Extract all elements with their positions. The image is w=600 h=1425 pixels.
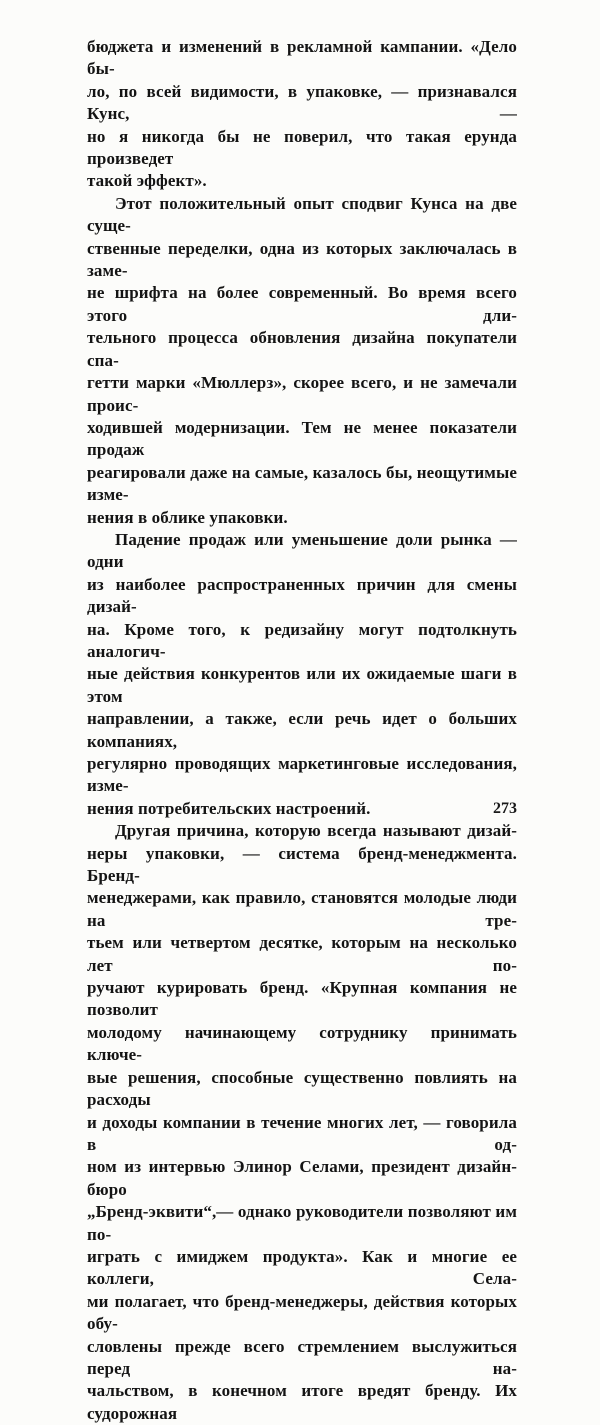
text-line: чальством, в конечном итоге вредят бренду. Их судорожная bbox=[87, 1381, 517, 1423]
text-line: реагировали даже на самые, казалось бы, неощутимые изме- bbox=[87, 462, 517, 505]
text-line: ходившей модернизации. Тем не менее показатели продаж bbox=[87, 417, 517, 460]
text-line: ном из интервью Элинор Селами, президент дизайн-бюро bbox=[87, 1157, 517, 1199]
text-block bbox=[87, 36, 517, 1425]
text-line: вые решения, способные существенно повлиять на расходы bbox=[87, 1067, 517, 1110]
text-line: направлении, а также, если речь идет о больших компаниях, bbox=[87, 709, 517, 751]
text-line: „Бренд-эквити“,— однако руководители позволяют им по- bbox=[87, 1202, 517, 1244]
paragraph bbox=[87, 529, 517, 820]
text-line: Другая причина, которую всегда называют дизай- bbox=[115, 821, 517, 841]
text-line: ло, по всей видимости, в упаковке, — признавался Кунс, — bbox=[87, 81, 517, 124]
text-line: играть с имиджем продукта». Как и многие ее коллеги, Села- bbox=[87, 1246, 517, 1289]
text-line: нения потребительских настроений. bbox=[87, 798, 371, 818]
paragraph bbox=[87, 36, 517, 193]
text-line: и доходы компании в течение многих лет, — говорила в од- bbox=[87, 1112, 517, 1154]
text-line: ручают курировать бренд. «Крупная компания не позволит bbox=[87, 978, 517, 1020]
text-line: менеджерами, как правило, становятся молодые люди на тре- bbox=[87, 888, 517, 930]
text-line: нения в облике упаковки. bbox=[87, 507, 288, 527]
paragraph bbox=[87, 820, 517, 1425]
text-line: регулярно проводящих маркетинговые исследования, изме- bbox=[87, 754, 517, 796]
text-line: такой эффект». bbox=[87, 171, 207, 191]
text-line: ственные переделки, одна из которых заключалась в заме- bbox=[87, 238, 517, 281]
text-line: ные действия конкурентов или их ожидаемые шаги в этом bbox=[87, 664, 517, 706]
page-number: 273 bbox=[493, 800, 517, 817]
text-line: гетти марки «Мюллерз», скорее всего, и не замечали проис- bbox=[87, 373, 517, 415]
text-line: Падение продаж или уменьшение доли рынка — одни bbox=[87, 529, 517, 572]
text-line: бюджета и изменений в рекламной кампании. «Дело бы- bbox=[87, 37, 517, 79]
text-line: ми полагает, что бренд-менеджеры, действия которых обу- bbox=[87, 1291, 517, 1334]
text-line: на. Кроме того, к редизайну могут подтолкнуть аналогич- bbox=[87, 619, 517, 661]
paragraph bbox=[87, 193, 517, 529]
text-line: молодому начинающему сотруднику принимать ключе- bbox=[87, 1022, 517, 1065]
text-line: неры упаковки, — система бренд-менеджмента. Бренд- bbox=[87, 843, 517, 886]
text-line: не шрифта на более современный. Во время всего этого дли- bbox=[87, 283, 517, 325]
text-line: тельного процесса обновления дизайна покупатели спа- bbox=[87, 328, 517, 370]
text-line: но я никогда бы не поверил, что такая ерунда произведет bbox=[87, 126, 517, 169]
text-line: словлены прежде всего стремлением выслужиться перед на- bbox=[87, 1336, 517, 1378]
text-line: из наиболее распространенных причин для смены дизай- bbox=[87, 574, 517, 617]
text-line: Этот положительный опыт сподвиг Кунса на две суще- bbox=[87, 193, 517, 236]
text-line: тьем или четвертом десятке, которым на несколько лет по- bbox=[87, 933, 517, 975]
